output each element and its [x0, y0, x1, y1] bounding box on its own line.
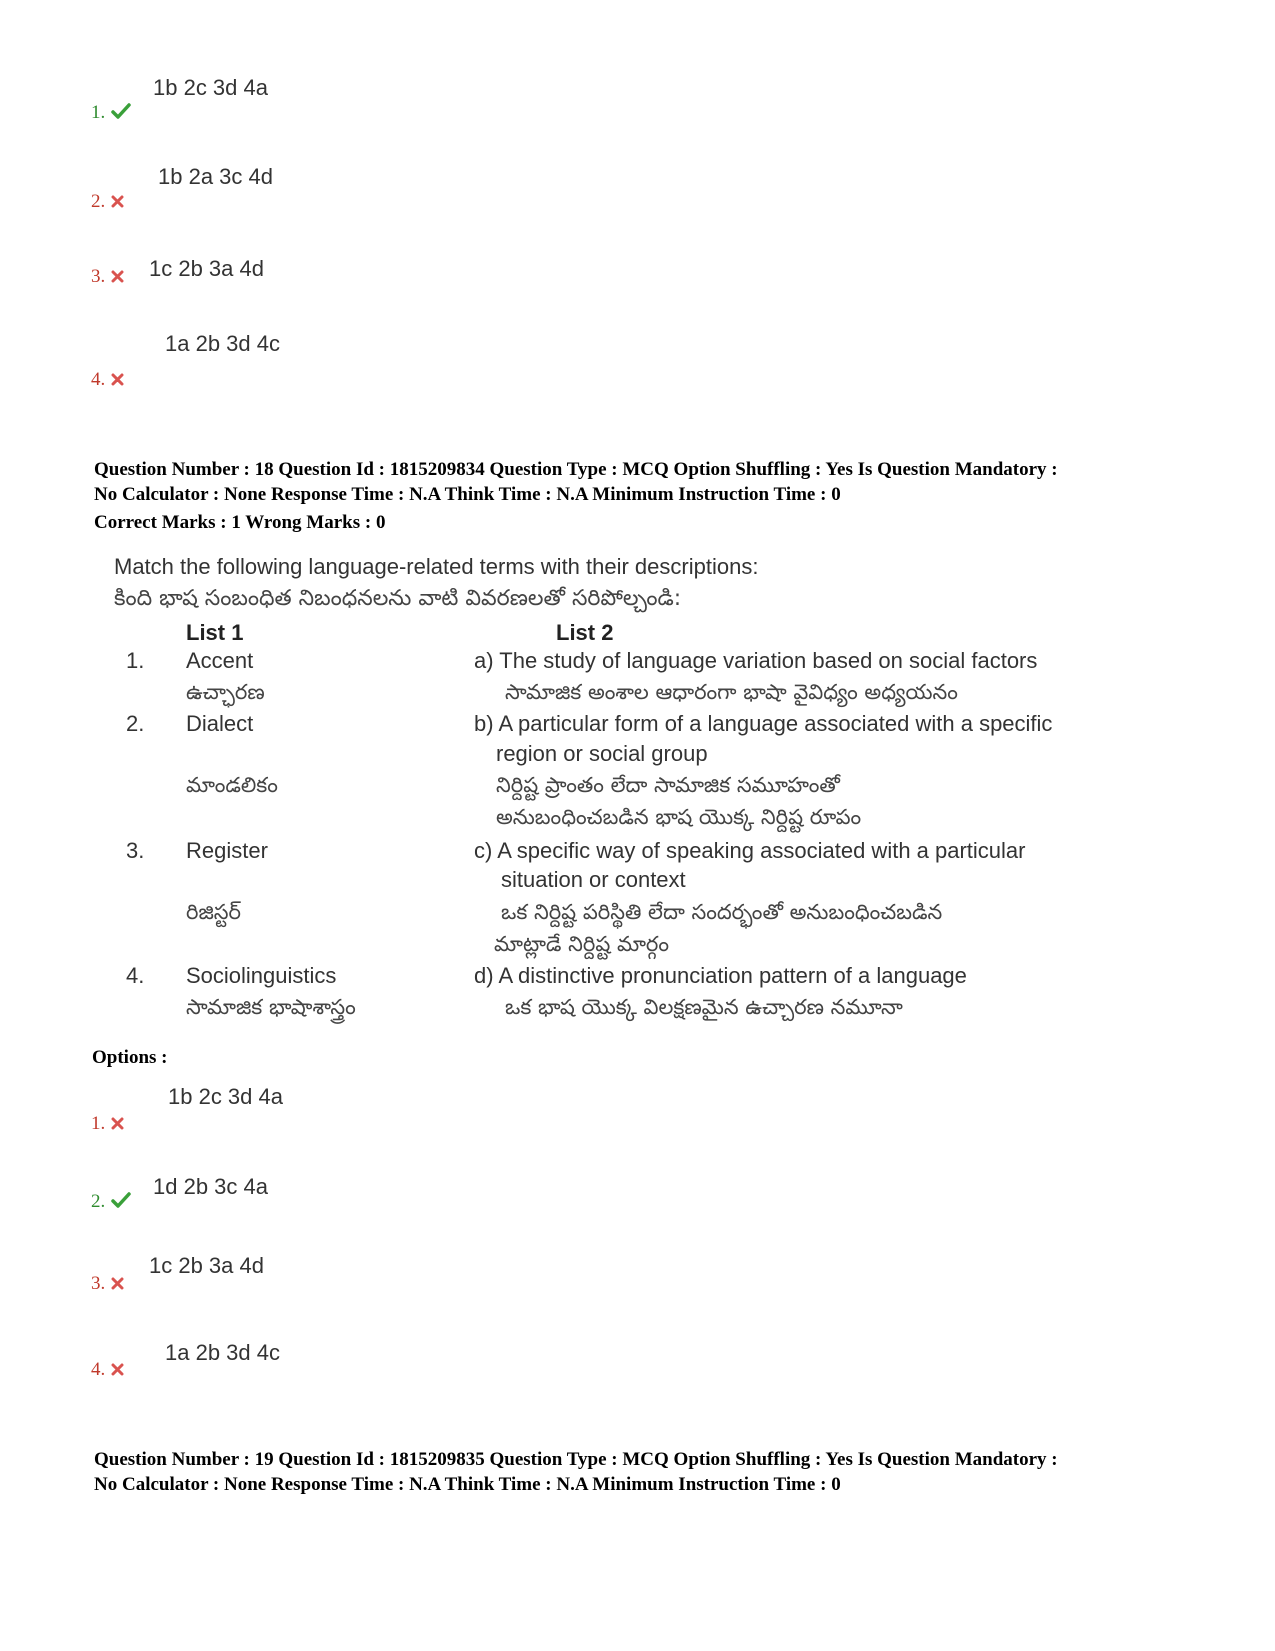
options-label: Options :	[92, 1047, 168, 1068]
option-number	[91, 1273, 124, 1296]
option-number	[91, 266, 124, 289]
option-num-label: 2.	[91, 191, 106, 212]
option-num-label: 2.	[91, 1191, 106, 1212]
list1-term-te: రిజిస్టర్	[186, 900, 241, 924]
row-number: 4.	[126, 963, 145, 988]
cross-icon	[111, 1360, 124, 1382]
list1-term: Sociolinguistics	[186, 963, 337, 988]
list2-desc: c) A specific way of speaking associated with a particular	[474, 838, 1026, 863]
option-number	[91, 102, 131, 125]
list2-desc-cont: situation or context	[501, 867, 686, 892]
meta-line: Question Number : 18 Question Id : 1815209834 Question Type : MCQ Option Shuffling : Yes Is Question Mandatory :	[94, 459, 1058, 480]
option-number	[91, 369, 124, 392]
meta-line: No Calculator : None Response Time : N.A Think Time : N.A Minimum Instruction Time : 0	[94, 484, 841, 505]
cross-icon	[111, 1114, 124, 1136]
option-num-label: 3.	[91, 266, 106, 287]
row-number: 2.	[126, 711, 145, 736]
question-meta	[94, 457, 1244, 535]
list2-desc-te: సామాజిక అంశాల ఆధారంగా భాషా వైవిధ్యం అధ్యయనం	[505, 680, 958, 704]
list2-desc: b) A particular form of a language associated with a specific	[474, 711, 1053, 736]
list2-desc-te: ఒక నిర్దిష్ట పరిస్థితి లేదా సందర్భంతో అనుబంధించబడిన	[501, 900, 943, 924]
meta-line: No Calculator : None Response Time : N.A Think Time : N.A Minimum Instruction Time : 0	[94, 1474, 841, 1495]
list2-desc-te: నిర్దిష్ట ప్రాంతం లేదా సామాజిక సమూహంతో	[496, 773, 840, 797]
question-meta	[94, 1447, 1244, 1497]
row-number: 1.	[126, 648, 145, 673]
list2-desc-te-cont: అనుబంధించబడిన భాష యొక్క నిర్దిష్ట రూపం	[496, 805, 862, 829]
option-text: 1d 2b 3c 4a	[153, 1174, 268, 1199]
option-num-label: 4.	[91, 1359, 106, 1380]
cross-icon	[111, 192, 124, 214]
option-text: 1c 2b 3a 4d	[149, 256, 264, 281]
option-number	[91, 191, 124, 214]
option-number	[91, 1113, 124, 1136]
list2-desc-te-cont: మాట్లాడే నిర్దిష్ట మార్గం	[494, 932, 670, 956]
list1-term: Accent	[186, 648, 254, 673]
list1-term-te: సామాజిక భాషాశాస్త్రం	[186, 995, 356, 1019]
check-icon	[111, 103, 131, 125]
cross-icon	[111, 1274, 124, 1296]
option-text: 1b 2c 3d 4a	[153, 75, 268, 100]
cross-icon	[111, 267, 124, 289]
list1-term-te: ఉచ్ఛారణ	[186, 680, 265, 704]
option-text: 1b 2c 3d 4a	[168, 1084, 283, 1109]
check-icon	[111, 1192, 131, 1214]
option-text: 1a 2b 3d 4c	[165, 331, 280, 356]
option-num-label: 3.	[91, 1273, 106, 1294]
list2-desc-cont: region or social group	[496, 741, 708, 766]
list2-desc-te: ఒక భాష యొక్క విలక్షణమైన ఉచ్చారణ నమూనా	[505, 995, 903, 1019]
list1-term: Dialect	[186, 711, 254, 736]
question-prompt-en: Match the following language-related terms with their descriptions:	[114, 554, 759, 579]
marks-line: Correct Marks : 1 Wrong Marks : 0	[94, 512, 386, 533]
option-num-label: 4.	[91, 369, 106, 390]
option-text: 1a 2b 3d 4c	[165, 1340, 280, 1365]
option-num-label: 1.	[91, 102, 106, 123]
list1-term: Register	[186, 838, 268, 863]
list1-header: List 1	[186, 620, 244, 645]
question-prompt-te: కింది భాష సంబంధిత నిబంధనలను వాటి వివరణలతో సరిపోల్చండి:	[114, 586, 682, 611]
row-number: 3.	[126, 838, 145, 863]
list2-desc: d) A distinctive pronunciation pattern of a language	[474, 963, 967, 988]
option-text: 1b 2a 3c 4d	[158, 164, 273, 189]
list1-term-te: మాండలికం	[186, 773, 278, 797]
option-number	[91, 1191, 131, 1214]
option-text: 1c 2b 3a 4d	[149, 1253, 264, 1278]
list2-header: List 2	[556, 620, 614, 645]
cross-icon	[111, 370, 124, 392]
option-number	[91, 1359, 124, 1382]
meta-line: Question Number : 19 Question Id : 1815209835 Question Type : MCQ Option Shuffling : Yes Is Question Mandatory :	[94, 1449, 1058, 1470]
list2-desc: a) The study of language variation based on social factors	[474, 648, 1038, 673]
option-num-label: 1.	[91, 1113, 106, 1134]
